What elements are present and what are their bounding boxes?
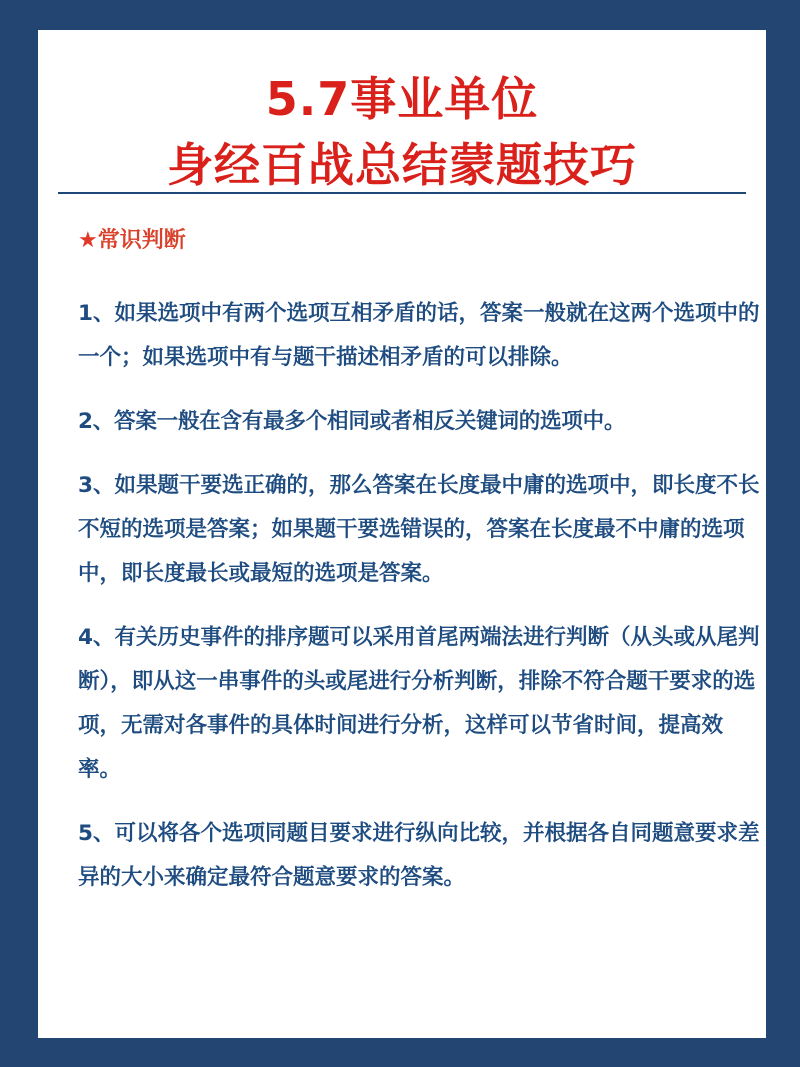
section-heading-label: 常识判断 (97, 228, 186, 253)
tip-item-1: 1、如果选项中有两个选项互相矛盾的话，答案一般就在这两个选项中的一个；如果选项中有与题干描述相矛盾的可以排除。 (78, 301, 760, 370)
page-title-line-2: 身经百战总结蒙题技巧 (167, 138, 637, 192)
content-card (38, 30, 766, 1038)
section-heading (78, 226, 186, 256)
page-title-line-1: 5.7事业单位 (265, 72, 539, 126)
tip-item-3: 3、如果题干要选正确的，那么答案在长度最中庸的选项中，即长度不长不短的选项是答案；如果题干要选错误的，答案在长度最不中庸的选项中，即长度最长或最短的选项是答案。 (78, 473, 760, 586)
star-icon: ★ (78, 228, 98, 253)
tips-list (78, 292, 762, 920)
tip-item-5: 5、可以将各个选项同题目要求进行纵向比较，并根据各自同题意要求差异的大小来确定最符合题意要求的答案。 (78, 821, 760, 890)
tip-item-4: 4、有关历史事件的排序题可以采用首尾两端法进行判断（从头或从尾判断），即从这一串事件的头或尾进行分析判断，排除不符合题干要求的选项，无需对各事件的具体时间进行分析，这样可以节省时间，提高效率。 (78, 625, 760, 782)
tip-item-2: 2、答案一般在含有最多个相同或者相反关键词的选项中。 (78, 409, 626, 434)
title-divider (58, 192, 746, 194)
title-block (38, 66, 766, 198)
